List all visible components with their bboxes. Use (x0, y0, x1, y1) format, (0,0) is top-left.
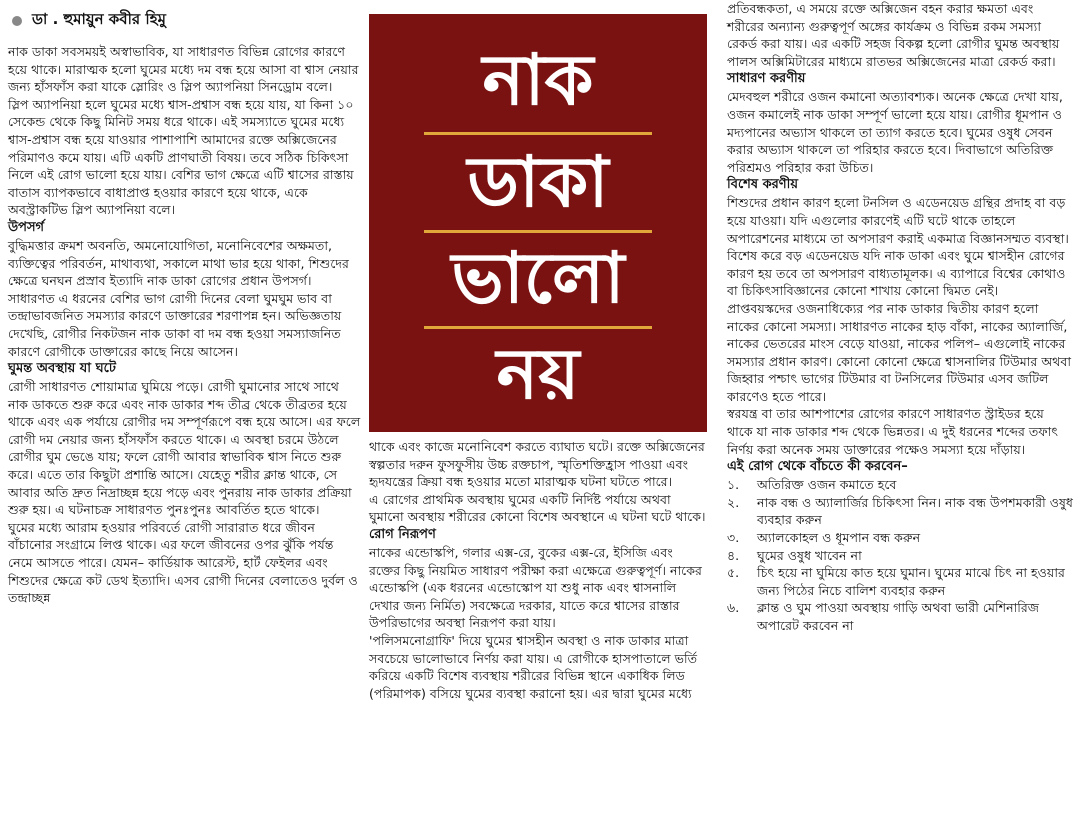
list-item-number: ২. (727, 494, 740, 510)
headline-word-4: নয় (496, 333, 580, 415)
list-item (727, 564, 1073, 599)
list-item-number: ৬. (727, 600, 740, 616)
column-2-body (369, 438, 707, 702)
heading-during-sleep: ঘুমন্ত অবস্থায় যা ঘটে (8, 361, 116, 377)
list-item-text: অতিরিক্ত ওজন কমাতে হবে (757, 477, 897, 493)
list-item-text: ক্লান্ত ও ঘুম পাওয়া অবস্থায় গাড়ি অথবা ভারী মেশিনারিজ অপারেট করবেন না (757, 600, 1040, 633)
headline-divider (424, 326, 652, 329)
list-item (727, 547, 1073, 565)
author-name: ডা . হুমায়ুন কবীর হিমু (32, 10, 166, 28)
column-3 (727, 0, 1073, 635)
list-item (727, 494, 1073, 529)
list-item-text: ঘুমের ওষুধ খাবেন না (757, 547, 862, 563)
column-1 (8, 0, 362, 607)
prevention-list (727, 476, 1073, 634)
headline-divider (424, 132, 652, 135)
list-item-text: চিৎ হয়ে না ঘুমিয়ে কাত হয়ে ঘুমান। ঘুমের মাঝে চিৎ না হওয়ার জন্য পিঠের নিচে বালিশ ব্যবহার করুন (757, 565, 1065, 598)
heading-general-care: সাধারণ করণীয় (727, 71, 806, 87)
intro-paragraph-2: স্লিপ অ্যাপনিয়া হলে ঘুমের মধ্যে শ্বাস-প্রশ্বাস বন্ধ হয়ে যায়, যা কিনা ১০ সেকেন্ড থেকে কিছু মিনিট সময় ধরে থাকে। এই সমস্যাতে ঘুমের মধ্যে শ্বাস-প্রশ্বাস বন্ধ হয়ে যাওয়ার পাশাপাশি আমাদের রক্তে অক্সিজেনের পরিমাণও কমে যায়। এটি একটি প্রাণঘাতী বিষয়। তবে সঠিক চিকিৎসা নিলে এই রোগ ভালো হয়ে যায়। বেশির ভাগ ক্ষেত্রে এটি শ্বাসের রাস্তায় বাতাস ব্যাপকভাবে বাধাপ্রাপ্ত হওয়ার কারণে হয়ে থাকে, একে অবস্ট্রাকটিভ স্লিপ অ্যাপনিয়া বলে। (8, 96, 354, 218)
headline-banner (369, 14, 707, 432)
list-item-number: ৩. (727, 530, 740, 546)
special-care-paragraph-2: প্রাপ্তবয়স্কদের ওজনাধিক্যের পর নাক ডাকার দ্বিতীয় কারণ হলো নাকের কোনো সমস্যা। সাধারণত নাকের হাড় বাঁকা, নাকের অ্যালার্জি, নাকের ভেতরের মাংস বেড়ে যাওয়া, নাকের পলিপ– এগুলোই নাকের সমস্যার প্রধান কারণ। কোনো কোনো ক্ষেত্রে শ্বাসনালির টিউমার অথবা জিহ্বার পশ্চাৎ ভাগের টিউমার বা টনসিলের টিউমার এসব জটিল কারণেও হতে পারে। (727, 300, 1072, 404)
heading-diagnosis: রোগ নিরূপণ (369, 526, 436, 542)
heading-symptoms: উপসর্গ (8, 219, 45, 235)
byline (12, 8, 362, 33)
continued-paragraph: থাকে এবং কাজে মনোনিবেশ করতে ব্যাঘাত ঘটে। রক্তে অক্সিজেনের স্বল্পতার দরুন ফুসফুসীয় উচ্চ রক্তচাপ, স্মৃতিশক্তিহ্রাস পাওয়া এবং হৃদযন্ত্রের ক্রিয়া বন্ধ হওয়ার মতো মারাত্মক ঘটনা ঘটতে পারে। (369, 439, 705, 490)
heading-prevention: এই রোগ থেকে বাঁচতে কী করবেন– (727, 459, 908, 475)
headline-word-2: ডাকা (467, 141, 609, 223)
sleep-paragraph-1: রোগী সাধারণত শোয়ামাত্র ঘুমিয়ে পড়ে। রোগী ঘুমানোর সাথে সাথে নাক ডাকতে শুরু করে এবং নাক ডাকার শব্দ তীব্র থেকে তীব্রতর হয়ে থাকে এবং এক পর্যায়ে রোগীর দম সম্পূর্ণরূপে বন্ধ হয়ে আসে। এর ফলে রোগী দম নেয়ার জন্য হাঁসফাঁস করতে থাকে। এ অবস্থা চরমে উঠলে রোগীর ঘুম ভেঙে যায়; ফলে রোগী আবার স্বাভাবিক শ্বাস নিতে শুরু করে। এতে তার কিছুটা প্রশান্তি আসে। যেহেতু শরীর ক্লান্ত থাকে, সে আবার অতি দ্রুত নিদ্রাচ্ছন্ন হয়ে পড়ে এবং পুনরায় নাক ডাকার প্রক্রিয়া শুরু হয়। এ ঘটনাচক্র সাধারণত পুনঃপুনঃ আবর্তিত হতে থাকে। (8, 379, 361, 518)
list-item-number: ৪. (727, 547, 740, 563)
diagnosis-paragraph-2: 'পলিসমনোগ্রাফি' দিয়ে ঘুমের শ্বাসহীন অবস্থা ও নাক ডাকার মাত্রা সবচেয়ে ভালোভাবে নির্ণয় করা যায়। এ রোগীকে হাসপাতালে ভর্তি করিয়ে একটি বিশেষ ব্যবস্থায় শরীরের বিভিন্ন স্থানে একাধিক লিড (পরিমাপক) বসিয়ে ঘুমের ব্যবস্থা করানো হয়। এর দ্বারা ঘুমের মধ্যে (369, 632, 698, 701)
special-care-paragraph-3: স্বরযন্ত্র বা তার আশপাশের রোগের কারণে সাধারণত স্ট্রাইডর হয়ে থাকে যা নাক ডাকার শব্দ থেকে ভিন্নতর। এ দুই ধরনের শব্দের তফাৎ নির্ণয় করা অনেক সময় ডাক্তারের পক্ষেও সমস্যা হয়ে দাঁড়ায়। (727, 406, 1058, 457)
column-1-body (8, 43, 362, 607)
diagnosis-paragraph-1: নাকের এন্ডোস্কপি, গলার এক্স-রে, বুকের এক্স-রে, ইসিজি এবং রক্তের কিছু নিয়মিত সাধারণ পরীক্ষা করা এক্ষেত্রে গুরুত্বপূর্ণ। নাকের এন্ডোস্কপি (এক ধরনের এন্ডোস্কোপ যা শুধু নাক এবং শ্বাসনালি দেখার জন্য নির্মিত) সবক্ষেত্রে দরকার, যাতে করে শ্বাসের রাস্তার উপরিভাগের অবস্থা নিরূপণ করা যায়। (369, 544, 702, 631)
list-item-number: ১. (727, 477, 740, 493)
sleep-paragraph-2: ঘুমের মধ্যে আরাম হওয়ার পরিবর্তে রোগী সারারাত ধরে জীবন বাঁচানোর সংগ্রামে লিপ্ত থাকে। এর ফলে জীবনের ওপর ঝুঁকি পর্যন্ত নেমে আসতে পারে। যেমন– কার্ডিয়াক আরেস্ট, হার্ট ফেইলর এবং শিশুদের ক্ষেত্রে কট ডেথ ইত্যাদি। এসব রোগী দিনের বেলাতেও দুর্বল ও তন্দ্রাচ্ছন্ন (8, 519, 358, 606)
list-item (727, 529, 1073, 547)
heading-special-care: বিশেষ করণীয় (727, 177, 799, 193)
list-item (727, 476, 1073, 494)
headline-divider (424, 230, 652, 233)
list-item-text: অ্যালকোহল ও ধূমপান বন্ধ করুন (757, 530, 921, 546)
general-care-paragraph: মেদবহুল শরীরে ওজন কমানো অত্যাবশ্যক। অনেক ক্ষেত্রে দেখা যায়, ওজন কমালেই নাক ডাকা সম্পূর্ণ ভালো হয়ে যায়। রোগীর ধূমপান ও মদ্যপানের অভ্যাস থাকলে তা ত্যাগ করতে হবে। ঘুমের ওষুধ সেবন করার অভ্যাস থাকলে তা পরিহার করতে হবে। দিবাভাগে অতিরিক্ত পরিশ্রমও পরিহার করা উচিত। (727, 89, 1063, 175)
headline-word-1: নাক (482, 39, 594, 121)
list-item-number: ৫. (727, 565, 740, 581)
list-item (727, 599, 1073, 634)
symptoms-paragraph: বুদ্ধিমত্তার ক্রমশ অবনতি, অমনোযোগিতা, মনোনিবেশের অক্ষমতা, ব্যক্তিত্বের পরিবর্তন, মাথাব্যথা, সকালে মাথা ভার হয়ে থাকা, শিশুদের ক্ষেত্রে ঘনঘন প্রস্রাব ইত্যাদি নাক ডাকা রোগের প্রধান উপসর্গ। সাধারণত এ ধরনের বেশির ভাগ রোগী দিনের বেলা ঘুমঘুম ভাব বা তন্দ্রাভাবজনিত সমস্যার কারণে ডাক্তারের শরণাপন্ন হন। অভিজ্ঞতায় দেখেছি, রোগীর নিকটজন নাক ডাকা বা দম বন্ধ হওয়া সমস্যাজনিত কারণে রোগীকে ডাক্তারের কাছে নিয়ে আসেন। (8, 237, 349, 359)
headline-word-3: ভালো (451, 237, 625, 319)
intro-paragraph-1: নাক ডাকা সবসময়ই অস্বাভাবিক, যা সাধারণত বিভিন্ন রোগের কারণে হয়ে থাকে। মারাত্মক হলো ঘুমের মধ্যে দম বন্ধ হয়ে আসা বা শ্বাস নেয়ার জন্য হাঁসফাঁস করা যাকে স্লোরিং ও স্লিপ অ্যাপনিয়া সিনড্রোম বলে। (8, 44, 359, 95)
bullet-icon (12, 16, 22, 26)
list-item-text: নাক বন্ধ ও অ্যালার্জির চিকিৎসা নিন। নাক বন্ধ উপশমকারী ওষুধ ব্যবহার করুন (757, 494, 1073, 528)
special-care-paragraph-1: শিশুদের প্রধান কারণ হলো টনসিল ও এডেনয়েড গ্রন্থির প্রদাহ বা বড় হয়ে যাওয়া। যদি এগুলোর কারণেই এটি ঘটে থাকে তাহলে অপারেশনের মাধ্যমে তা অপসারণ করাই একমাত্র বিজ্ঞানসম্মত ব্যবস্থা। বিশেষ করে বড় এডেনয়েড যদি নাক ডাকা এবং ঘুমে শ্বাসহীন রোগের কারণ হয় তবে তা অপসারণ বাধ্যতামূলক। এ ব্যাপারে বিশ্বের কোথাও বা চিকিৎসাবিজ্ঞানের কোনো শাখায় কোনো দ্বিমত নেই। (727, 195, 1069, 299)
continued-paragraph: প্রতিবন্ধকতা, এ সময়ে রক্তে অক্সিজেন বহন করার ক্ষমতা এবং শরীরের অন্যান্য গুরুত্বপূর্ণ অঙ্গের কার্যক্রম ও বিভিন্ন রকম সমস্যা রেকর্ড করা যায়। এর একটি সহজ বিকল্প হলো রোগীর ঘুমন্ত অবস্থায় পালস অক্সিমিটারের মাধ্যমে রাতভর অক্সিজেনের মাত্রা রেকর্ড করা। (727, 1, 1060, 69)
continued-paragraph-2: এ রোগের প্রাথমিক অবস্থায় ঘুমের একটি নির্দিষ্ট পর্যায়ে অথবা ঘুমানো অবস্থায় শরীরের কোনো বিশেষ অবস্থানে এ ঘটনা ঘটে থাকে। (369, 491, 706, 525)
